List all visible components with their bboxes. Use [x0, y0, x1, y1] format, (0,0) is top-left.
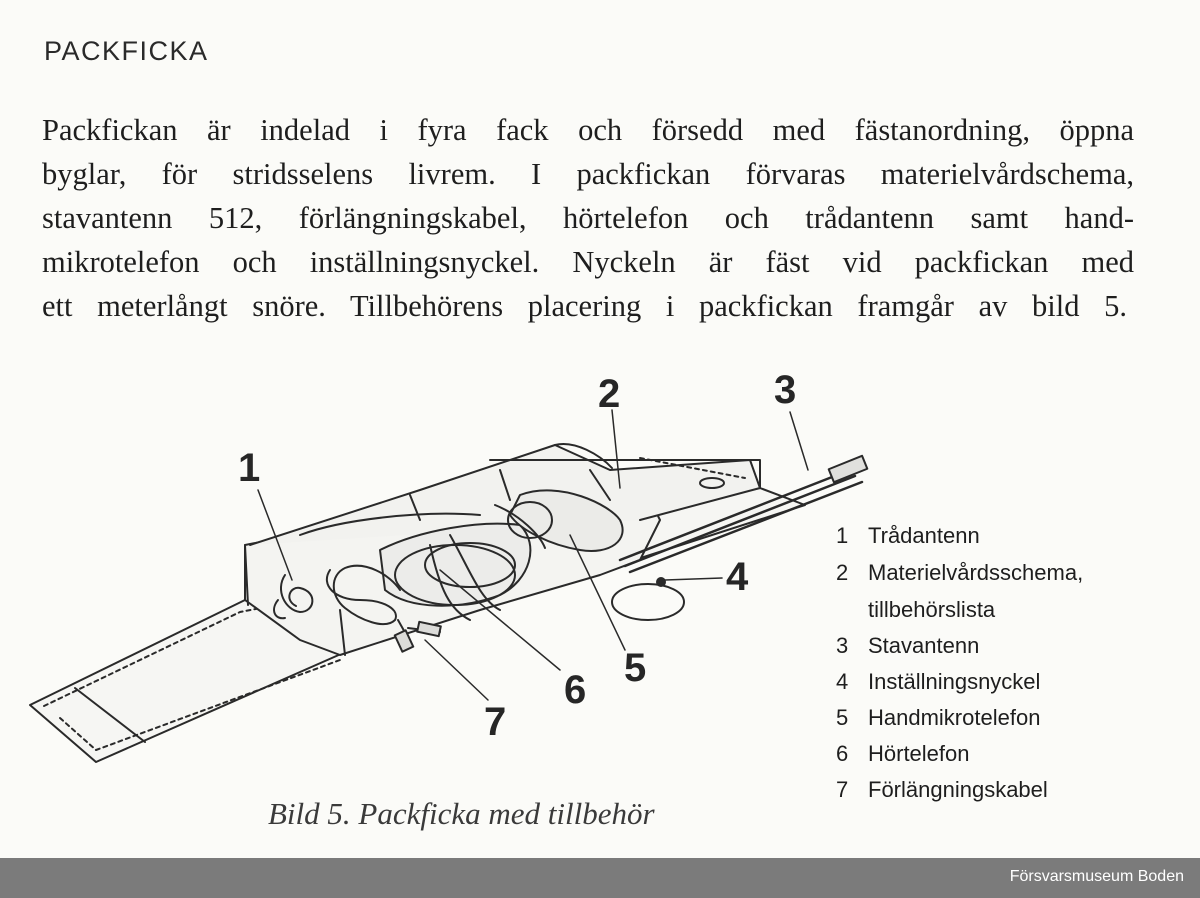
callout-4: 4	[726, 555, 749, 599]
legend-text: Hörtelefon	[868, 741, 970, 766]
callout-2: 2	[598, 372, 621, 416]
legend-item	[836, 518, 1083, 554]
legend-number: 1	[836, 523, 849, 548]
legend	[836, 518, 1083, 808]
callout-6: 6	[564, 668, 587, 712]
legend-number: 2	[836, 560, 849, 585]
figure-caption: Bild 5. Packficka med tillbehör	[268, 796, 655, 831]
paragraph-line: mikrotelefon och inställningsnyckel. Nyckeln är fäst vid packfickan med	[42, 245, 1134, 279]
paragraph-line: ett meterlångt snöre. Tillbehörens placering i packfickan framgår av bild 5.	[42, 289, 1127, 323]
legend-text: Trådantenn	[868, 523, 980, 548]
legend-text: Förlängningskabel	[868, 777, 1048, 802]
legend-number: 4	[836, 669, 849, 694]
legend-item	[836, 736, 1083, 772]
legend-item	[836, 772, 1083, 808]
callout-1: 1	[238, 446, 261, 490]
museum-credit: Försvarsmuseum Boden	[1009, 868, 1184, 885]
callout-5: 5	[624, 646, 647, 690]
page-heading: PACKFICKA	[44, 36, 209, 66]
legend-item	[836, 628, 1083, 664]
legend-text: Handmikrotelefon	[868, 705, 1041, 730]
paragraph-line: stavantenn 512, förlängningskabel, hörtelefon och trådantenn samt hand-	[42, 201, 1134, 235]
legend-item	[836, 700, 1083, 736]
footer-bar	[0, 858, 1200, 898]
legend-item	[836, 664, 1083, 700]
legend-number: 5	[836, 705, 849, 730]
legend-number: 6	[836, 741, 849, 766]
callout-3: 3	[774, 368, 797, 412]
callout-7: 7	[484, 700, 507, 744]
paragraph-line: Packfickan är indelad i fyra fack och försedd med fästanordning, öppna	[42, 113, 1134, 147]
paragraph-line: byglar, för stridsselens livrem. I packfickan förvaras materielvårdschema,	[42, 157, 1134, 191]
legend-text: Stavantenn	[868, 633, 980, 658]
legend-number: 3	[836, 633, 849, 658]
legend-text: Inställningsnyckel	[868, 669, 1041, 694]
legend-number: 7	[836, 777, 849, 802]
legend-item	[836, 554, 1083, 628]
legend-text: Materielvårdsschema, tillbehörslista	[868, 560, 1084, 622]
